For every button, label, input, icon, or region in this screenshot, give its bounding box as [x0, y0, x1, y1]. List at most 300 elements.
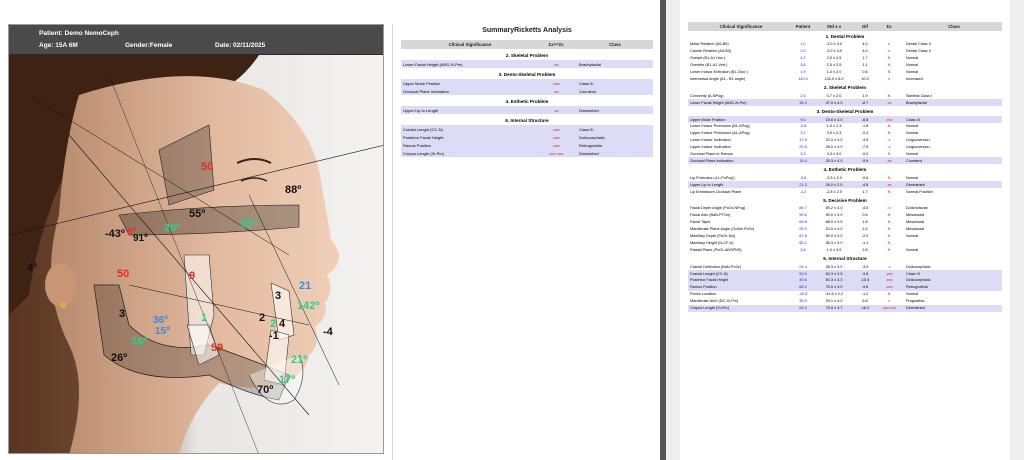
class-value: Dolichofacial: [906, 206, 928, 211]
table-row[interactable]: [688, 305, 1002, 312]
difference-value: -16.2: [860, 306, 870, 311]
standard-value: -3.0 ± 3.0: [825, 42, 842, 47]
patient-value: 17.5: [799, 138, 807, 143]
class-value: Normal: [906, 175, 919, 180]
table-row[interactable]: [688, 239, 1002, 246]
standard-value: 1.0 ± 2.3: [826, 124, 842, 129]
column-header: Σx: [886, 24, 892, 29]
column-header: Clinical Significance: [448, 42, 492, 47]
patient-value: 1.0: [800, 42, 806, 47]
table-row[interactable]: [688, 246, 1002, 253]
measurement-label: 15º: [155, 326, 170, 337]
measure-name: Lower Facial Height (ANS-Xi-Pm): [403, 61, 463, 67]
class-value: Normal: [906, 131, 919, 136]
class-value: Mesofacial: [906, 227, 925, 232]
measurement-label: 21º: [291, 354, 308, 366]
measurement-label: 36º: [153, 315, 168, 326]
difference-value: -1.2: [861, 292, 869, 297]
significance-value: N: [887, 220, 891, 225]
significance-value: x: [888, 49, 890, 54]
standard-value: 89.2 ± 3.0: [825, 206, 843, 211]
measure-name: Maxillary Depth (PoOr-NA): [690, 234, 736, 239]
section-heading: 2. Skeletal Problem: [505, 52, 549, 58]
measure-name: Facial Axis (BaN-PTGn): [690, 213, 731, 218]
difference-value: 4.0: [862, 49, 868, 54]
standard-value: 90.0 ± 3.0: [825, 234, 843, 239]
difference-value: -9.8: [861, 285, 869, 290]
table-row[interactable]: [688, 116, 1002, 123]
patient-value: 24.4: [799, 264, 807, 269]
table-row[interactable]: [688, 233, 1002, 240]
measurement-label: 70º: [257, 384, 274, 396]
measurement-label: 2: [259, 312, 266, 324]
standard-value: 2.5 ± 2.5: [826, 56, 842, 61]
significance-value: N: [887, 227, 891, 232]
measurement-label: 91º: [133, 233, 148, 244]
measurement-label: 9: [189, 270, 196, 282]
significance-value: N: [887, 93, 891, 98]
significance-value: -xxx: [885, 117, 893, 122]
standard-value: 68.0 ± 3.5: [825, 220, 843, 225]
standard-value: 29.1 ± 4.0: [825, 299, 843, 304]
standard-value: -2.8 ± 2.0: [825, 189, 842, 194]
standard-value: 26.0 ± 2.0: [825, 182, 843, 187]
earring: [60, 302, 66, 308]
difference-value: -4.6: [861, 182, 869, 187]
table-row[interactable]: [688, 99, 1002, 106]
patient-value: -0.8: [799, 124, 807, 129]
measure-name: Ramus Position: [690, 285, 717, 290]
summary-header-row: [401, 40, 653, 49]
table-row[interactable]: [688, 75, 1002, 82]
class-value: Linguoversion: [906, 138, 930, 143]
measure-name: Upper Molar Position: [690, 117, 726, 122]
patient-value: 49.6: [799, 278, 807, 283]
difference-value: -2.2: [861, 234, 869, 239]
column-header: Dif: [862, 24, 868, 29]
measure-name: Occlusal Plane to Ramus: [690, 152, 733, 157]
measurement-label: 3: [119, 308, 126, 320]
class-value: Mesofacial: [906, 220, 925, 225]
detail-table: [688, 22, 1002, 312]
difference-value: 10.0: [861, 76, 869, 81]
ear: [45, 263, 77, 307]
significance-value: N: [887, 70, 891, 74]
class-value: Diminished: [579, 107, 599, 113]
measurement-label: 88º: [285, 184, 302, 196]
measure-name: Mandibular Plane Angle (GoMe-PoOr): [690, 227, 755, 232]
measure-name: Overjet (B1-A1 Hoz.): [690, 56, 726, 61]
table-row[interactable]: [401, 79, 653, 87]
measurement-label: 4º: [27, 262, 38, 274]
table-row[interactable]: [401, 149, 653, 157]
significance-value: -x: [887, 145, 891, 150]
measure-name: Lower Incisor Extrusion (B1-Occl.): [690, 70, 748, 74]
measurement-label: 36º: [131, 336, 148, 348]
class-value: Normal: [906, 152, 919, 157]
table-row[interactable]: [401, 60, 653, 68]
class-value: Normal: [906, 247, 919, 252]
section-heading: 5. Decisive Problem: [823, 197, 867, 203]
class-value: Normal: [906, 56, 919, 61]
measure-name: Maxillary Height (N-CF-A): [690, 240, 734, 245]
standard-value: -3.3 ± 2.0: [825, 175, 842, 180]
measure-name: Lower Incisor Protrusion (B1-APog): [690, 124, 750, 129]
measure-name: Occlusal Plane Inclination: [403, 88, 449, 94]
patient-value: 15.4: [799, 158, 807, 163]
measurement-label: 55º: [189, 208, 206, 220]
class-value: Retrognathia: [906, 285, 928, 290]
measure-name: Corpus Length (Xi-Pm): [403, 150, 444, 156]
significance-value: -x: [887, 264, 891, 269]
measure-name: Porion Location: [690, 292, 717, 297]
significance-value: -xx: [886, 158, 892, 163]
patient-value: 69.8: [799, 220, 807, 225]
patient-value: 20.5: [799, 145, 807, 150]
patient-value: 59.3: [799, 306, 807, 311]
column-header: Class: [948, 24, 960, 29]
significance-value: -xxx: [552, 134, 560, 140]
significance-value: -xx: [886, 182, 892, 187]
measure-name: Lip Protrusion (LL-PnPog'): [690, 175, 735, 180]
class-value: Class III: [579, 126, 594, 132]
measurement-label: 3: [275, 290, 282, 302]
exam-date: Date: 02/11/2025: [215, 42, 266, 49]
patient-value: -42.8: [798, 292, 808, 297]
patient-value: 84.7: [799, 206, 807, 211]
table-row[interactable]: [688, 157, 1002, 164]
difference-value: -1.8: [861, 124, 869, 129]
patient-value: 9.0: [800, 117, 806, 122]
measurement-label: 50: [201, 161, 214, 173]
table-row[interactable]: [688, 48, 1002, 55]
table-row[interactable]: [688, 92, 1002, 99]
table-row[interactable]: [688, 284, 1002, 291]
measurement-label: -1: [269, 330, 279, 342]
column-header: Class: [609, 42, 621, 47]
table-row[interactable]: [688, 226, 1002, 233]
measure-name: Palatal Plane (PoOr-ANSPNS): [690, 247, 742, 252]
class-value: Normal Position: [906, 189, 933, 194]
measurement-label: -4: [323, 326, 333, 338]
table-row[interactable]: [688, 212, 1002, 219]
class-value: Dolicocephalic: [906, 264, 931, 269]
standard-value: -41.6 ± 2.2: [824, 292, 844, 297]
patient-value: 142.0: [798, 76, 808, 81]
significance-value: N: [887, 292, 891, 297]
measure-name: Lip Embrasure-Occlusal Plane: [690, 189, 742, 194]
measurement-label: 142º: [297, 300, 320, 312]
standard-value: 3.5 ± 2.3: [826, 131, 842, 136]
summary-table: [401, 40, 653, 157]
class-value: Dolicocephalic: [906, 278, 931, 283]
standard-value: 60.3 ± 2.5: [825, 271, 843, 276]
standard-value: 22.0 ± 4.0: [825, 138, 843, 143]
table-row[interactable]: [688, 55, 1002, 62]
measure-name: Ramus Position: [403, 142, 432, 148]
table-row[interactable]: [401, 87, 653, 95]
patient-value: 3.2: [800, 131, 806, 136]
measure-name: Upper Incisor Protrusion (A1-APog): [690, 131, 750, 136]
table-row[interactable]: [688, 130, 1002, 137]
measure-name: Lower Incisor Inclination: [690, 138, 731, 143]
patient-value: 1.9: [800, 70, 806, 74]
difference-value: 6.8: [862, 299, 868, 304]
difference-value: 1.1: [862, 63, 868, 68]
table-row[interactable]: [688, 174, 1002, 181]
difference-value: 0.6: [862, 70, 868, 74]
measure-name: Interincisal Angle (A1 - B1 angle): [690, 76, 746, 81]
significance-value: -xx: [886, 100, 892, 105]
difference-value: 4.0: [862, 42, 868, 47]
table-row[interactable]: [688, 188, 1002, 195]
significance-value: N: [887, 152, 891, 157]
standard-value: 2.5 ± 2.5: [826, 63, 842, 68]
difference-value: -3.9: [861, 264, 869, 269]
summary-report-page[interactable]: [392, 24, 660, 460]
significance-value: N: [887, 189, 891, 194]
section-heading: 4. Esthetic Problem: [505, 98, 549, 104]
difference-value: -4.5: [861, 206, 869, 211]
difference-value: 1.9: [862, 93, 868, 98]
measurement-label: 26º: [111, 352, 128, 364]
patient-value: 25.5: [799, 227, 807, 232]
difference-value: -8.7: [861, 100, 869, 105]
measurement-label: 50: [117, 268, 130, 280]
patient-value: 90.6: [799, 213, 807, 218]
measurement-label: 2: [270, 318, 277, 330]
significance-value: N: [887, 56, 891, 61]
table-row[interactable]: [688, 277, 1002, 284]
standard-value: 60.3 ± 3.3: [825, 278, 843, 283]
class-value: Countercl.: [579, 88, 598, 94]
significance-value: N: [887, 124, 891, 129]
patient-name: Patient: Demo NemoCeph: [39, 30, 119, 37]
measurement-label: 6º: [127, 227, 137, 238]
table-row[interactable]: [688, 137, 1002, 144]
significance-value: -xxx: [552, 80, 560, 86]
table-row[interactable]: [688, 151, 1002, 158]
class-value: Retrognathia: [579, 142, 602, 148]
difference-value: -0.6: [861, 175, 869, 180]
measure-name: Lower Facial Height (ANS-Xi-Pm): [690, 100, 747, 105]
significance-value: x: [888, 76, 890, 81]
measure-name: Molar Relation (A6-B6): [690, 42, 729, 47]
section-heading: 1. Dental Problem: [825, 33, 865, 39]
section-heading: 4. Esthetic Problem: [823, 166, 867, 172]
difference-value: -1.1: [861, 240, 869, 245]
difference-value: -0.0: [861, 152, 869, 157]
class-value: Class III: [579, 80, 594, 86]
table-row[interactable]: [688, 205, 1002, 212]
detail-report-viewport[interactable]: [666, 0, 1024, 460]
patient-value: 50.5: [799, 271, 807, 276]
table-row[interactable]: [688, 298, 1002, 305]
measure-name: Posterior Facial Height: [690, 278, 729, 283]
patient-value: 3.6: [800, 63, 806, 68]
standard-value: 1.3 ± 2.0: [826, 70, 842, 74]
cephalometric-image-panel[interactable]: [8, 24, 384, 454]
standard-value: 47.0 ± 4.0: [825, 100, 843, 105]
class-value: Dental Class II: [906, 42, 931, 47]
patient-value: 21.3: [799, 182, 807, 187]
standard-value: -2.0 ± 3.0: [825, 49, 842, 54]
measurement-label: 4: [279, 318, 286, 330]
table-row[interactable]: [688, 291, 1002, 298]
standard-value: 28.0 ± 4.0: [825, 145, 843, 150]
section-heading: 6. Internal Structure: [823, 255, 867, 261]
table-row[interactable]: [401, 125, 653, 133]
patient-value: 38.3: [799, 100, 807, 105]
column-header: Std ± x: [826, 24, 842, 29]
measure-name: Convexity (A-NPog): [690, 93, 724, 98]
table-row[interactable]: [688, 144, 1002, 151]
significance-value: -xxx: [885, 271, 893, 276]
significance-value: -xxx: [552, 126, 560, 132]
standard-value: 28.3 ± 3.0: [825, 264, 843, 269]
significance-value: -xxx: [885, 285, 893, 290]
significance-value: -xxx xxx: [882, 306, 896, 311]
significance-value: -xxx: [885, 278, 893, 283]
column-header: Σx>=2x: [548, 42, 564, 47]
measure-name: Cranial Lenght (CC-N): [403, 126, 443, 132]
standard-value: 132.0 ± 6.0: [824, 76, 844, 81]
patient-value: 4.2: [800, 56, 806, 61]
difference-value: -4.5: [861, 138, 869, 143]
significance-value: -x: [887, 206, 891, 211]
standard-value: 56.3 ± 3.0: [825, 240, 843, 245]
measurement-label: -43º: [105, 228, 125, 240]
class-value: Normal: [906, 234, 919, 239]
table-row[interactable]: [688, 270, 1002, 277]
section-heading: 3. Dento-Skeletal Problem: [816, 108, 874, 114]
patient-age: Age: 15A 6M: [39, 42, 78, 49]
class-value: Brachyfacial: [579, 61, 601, 67]
class-value: Class III: [906, 117, 920, 122]
table-row[interactable]: [401, 106, 653, 114]
difference-value: 1.7: [862, 56, 868, 61]
measure-name: Canine Relation (A3-B3): [690, 49, 732, 54]
table-row[interactable]: [688, 219, 1002, 226]
table-row[interactable]: [401, 133, 653, 141]
difference-value: -0.3: [861, 131, 869, 136]
patient-value: 35.9: [799, 299, 807, 304]
significance-value: N: [887, 175, 891, 180]
measure-name: Cranial Deflection (BaN-PoOr): [690, 264, 742, 269]
difference-value: -6.6: [861, 117, 869, 122]
difference-value: 2.8: [862, 247, 868, 252]
measure-name: Upper Lip to Length: [690, 182, 724, 187]
class-value: Normal: [906, 124, 919, 129]
column-header: Clinical Significance: [719, 24, 763, 29]
significance-value: N: [887, 240, 891, 245]
measure-name: Facial Taper: [690, 220, 711, 225]
significance-value: -x: [887, 138, 891, 143]
table-row[interactable]: [688, 69, 1002, 76]
standard-value: 15.6 ± 3.0: [825, 117, 843, 122]
table-row[interactable]: [688, 181, 1002, 188]
table-row[interactable]: [688, 123, 1002, 130]
significance-value: -xxx xxx: [548, 150, 564, 156]
standard-value: 76.0 ± 3.0: [825, 285, 843, 290]
difference-value: -10.6: [860, 278, 870, 283]
measurement-label: 1: [201, 312, 208, 324]
table-row[interactable]: [401, 141, 653, 149]
significance-value: -xxx: [552, 142, 560, 148]
section-heading: 3. Dento-Skeletal Problem: [498, 71, 556, 77]
significance-value: x: [888, 299, 890, 304]
significance-value: N: [887, 63, 891, 68]
significance-value: x: [888, 42, 890, 47]
significance-value: N: [887, 247, 891, 252]
measure-name: Upper Lip to Length: [403, 107, 439, 113]
measure-name: Mandibular Arch (DC-Xi-Pm): [690, 299, 739, 304]
column-header: Patient: [795, 24, 811, 29]
difference-value: 1.8: [862, 220, 868, 225]
significance-value: N: [887, 213, 891, 218]
class-value: Normal: [906, 292, 919, 297]
measure-name: Cranial Lenght (CC-N): [690, 271, 728, 276]
difference-value: -9.8: [861, 271, 869, 276]
class-value: Normal: [906, 63, 919, 68]
detail-header-row: [688, 22, 1002, 31]
cephalometric-tracing-overlay[interactable]: [9, 55, 384, 454]
significance-value: -xx: [553, 107, 559, 113]
table-row[interactable]: [688, 263, 1002, 270]
difference-value: -7.5: [861, 145, 869, 150]
measure-name: Upper Molar Position: [403, 80, 441, 86]
class-value: Skeletal Class I: [906, 93, 933, 98]
measure-name: Facial Depth Angle (PoOr-NPog): [690, 206, 746, 211]
class-value: Normal: [906, 70, 919, 74]
patient-value: 66.2: [799, 285, 807, 290]
patient-info-header: [9, 25, 384, 55]
patient-value: -3.5: [799, 175, 807, 180]
significance-value: N: [887, 131, 891, 136]
section-heading: 6. Internal Structure: [505, 117, 549, 123]
standard-value: 25.3 ± 4.0: [825, 158, 843, 163]
patient-value: 3.8: [800, 247, 806, 252]
class-value: Dolicocephalic: [579, 134, 605, 140]
class-value: Linguoversion: [906, 145, 930, 150]
class-value: Countercl.: [906, 158, 924, 163]
table-row[interactable]: [688, 62, 1002, 69]
difference-value: 1.5: [862, 227, 868, 232]
standard-value: 90.0 ± 3.0: [825, 213, 843, 218]
section-heading: 2. Skeletal Problem: [823, 84, 867, 90]
class-value: Prognathia: [906, 299, 925, 304]
patient-gender: Gender:Female: [125, 42, 173, 49]
standard-value: 24.0 ± 4.0: [825, 227, 843, 232]
summary-title: SummaryRicketts Analysis: [482, 27, 572, 34]
patient-value: 87.8: [799, 234, 807, 239]
measure-name: Upper Incisor Inclination: [690, 145, 731, 150]
table-row[interactable]: [688, 41, 1002, 48]
class-value: Diminished: [906, 182, 925, 187]
class-value: Brachyfacial: [906, 100, 927, 105]
patient-value: 2.0: [800, 49, 806, 54]
measure-name: Overbite (B1-A1 Vert.): [690, 63, 728, 68]
measurement-label: 21: [299, 280, 312, 292]
class-value: Mesofacial: [906, 213, 925, 218]
patient-value: 2.6: [800, 93, 806, 98]
measurement-label: 85º: [241, 218, 258, 230]
significance-value: -xx: [553, 88, 559, 94]
standard-value: 0.7 ± 2.0: [826, 93, 842, 98]
difference-value: -9.9: [861, 158, 869, 163]
patient-value: 3.3: [800, 152, 806, 157]
measure-name: Posterior Facial Height: [403, 134, 444, 140]
